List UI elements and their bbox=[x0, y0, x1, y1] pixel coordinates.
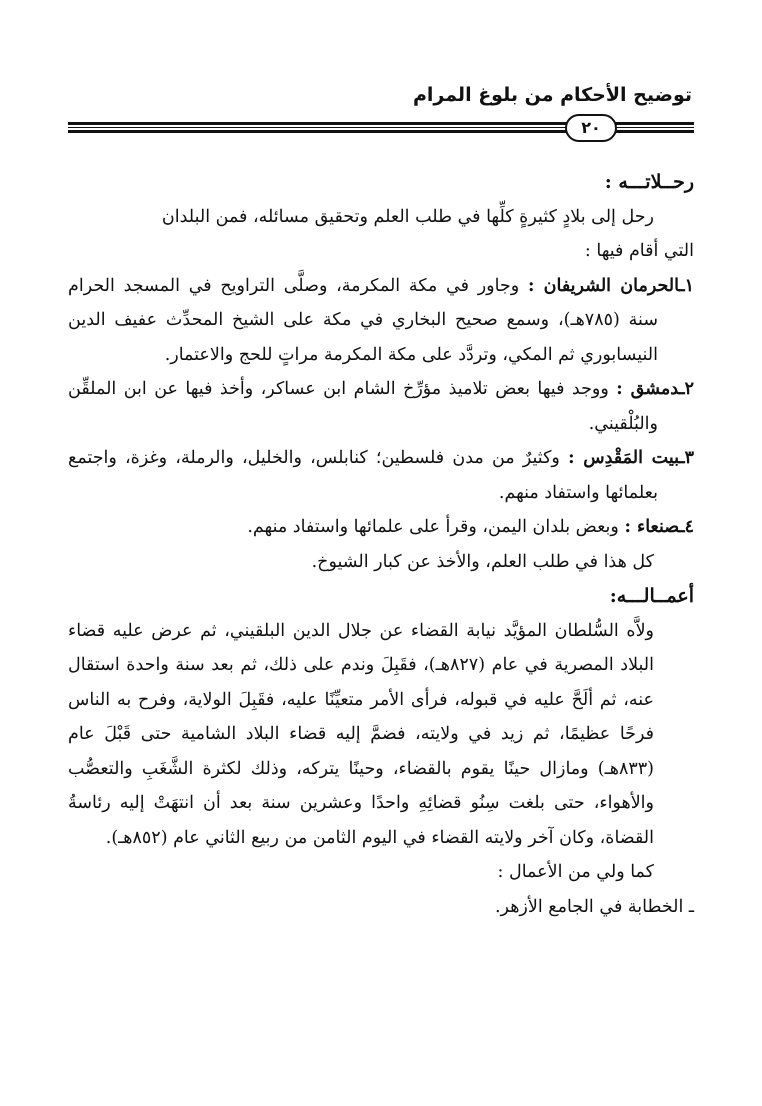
travels-intro-line1: رحل إلى بلادٍ كثيرةٍ كلِّها في طلب العلم وتحقيق مسائله، فمن البلدان bbox=[161, 206, 654, 227]
travel-item-number: ٤ـ bbox=[679, 517, 694, 537]
travel-item-text: وكثيرٌ من مدن فلسطين؛ كنابلس، والخليل، والرملة، وغزة، واجتمع بعلمائها واستفاد منهم. bbox=[68, 448, 658, 503]
page-number: ٢٠ bbox=[565, 114, 617, 142]
works-also-line: كما ولي من الأعمال : bbox=[497, 862, 654, 882]
travel-item-text: ووجد فيها بعض تلاميذ مؤرِّخ الشام ابن عساكر، وأخذ فيها عن ابن الملقِّن والبُلْقيني. bbox=[68, 379, 658, 434]
travel-item-1 bbox=[68, 269, 694, 373]
travels-closing: كل هذا في طلب العلم، والأخذ عن كبار الشيوخ. bbox=[311, 551, 654, 572]
works-heading: أعمــالـــه: bbox=[609, 585, 694, 607]
travel-item-number: ١ـ bbox=[679, 275, 694, 296]
travel-item-term: دمشق : bbox=[616, 379, 680, 399]
travel-item-text: وبعض بلدان اليمن، وقرأ على علمائها واستفاد منهم. bbox=[247, 517, 619, 537]
travel-item-4 bbox=[68, 510, 694, 545]
page-body bbox=[68, 165, 694, 924]
travel-item-term: الحرمان الشريفان : bbox=[527, 275, 680, 296]
travel-item-term: صنعاء : bbox=[624, 517, 680, 537]
works-list-item: ـ الخطابة في الجامع الأزهر. bbox=[494, 896, 694, 917]
travel-item-text: وجاور في مكة المكرمة، وصلَّى التراويح في المسجد الحرام سنة (٧٨٥هـ)، وسمع صحيح البخاري في مكة على الشيخ المحدِّث عفيف الدين النيسابوري ثم المكي، وتردَّد على مكة المكرمة مراتٍ للحج والاعتمار. bbox=[68, 275, 658, 365]
travel-item-3 bbox=[68, 441, 694, 510]
travel-item-number: ٢ـ bbox=[679, 379, 694, 399]
travel-item-number: ٣ـ bbox=[679, 448, 694, 468]
travel-item-2 bbox=[68, 372, 694, 441]
works-paragraph: ولاَّه السُّلطان المؤيَّد نيابة القضاء عن جلال الدين البلقيني، ثم عرض عليه قضاء البلاد المصرية في عام (٨٢٧هـ)، فقَبِلَ وندم على ذلك، ثم بعد سنة واحدة استقال عنه، ثم ألَحَّ عليه في قبوله، فرأى الأمر متعيِّنًا عليه، فقَبِلَ الولاية، وفرح به الناس فرحًا عظيمًا، ثم زيد في ولايته، فضمَّ إليه قضاء البلاد الشامية حتى قَبْلَ عام (٨٣٣هـ) ومازال حينًا يقوم بالقضاء، وحينًا يتركه، وذلك لكثرة الشَّغَبِ والتعصُّب والأهواء، حتى بلغت سِنُو قضائِهِ واحدًا وعشرين سنة بعد أن انتهَتْ إليه رئاسةُ القضاة، وكان آخر ولايته القضاء في اليوم الثامن من ربيع الثاني عام (٨٥٢هـ). bbox=[68, 620, 655, 848]
travels-intro-line2: التي أقام فيها : bbox=[584, 241, 694, 261]
running-header-title: توضيح الأحكام من بلوغ المرام bbox=[412, 84, 692, 106]
travel-item-term: بيت المَقْدِس : bbox=[568, 448, 680, 468]
travels-heading: رحــلاتـــه : bbox=[604, 171, 694, 193]
